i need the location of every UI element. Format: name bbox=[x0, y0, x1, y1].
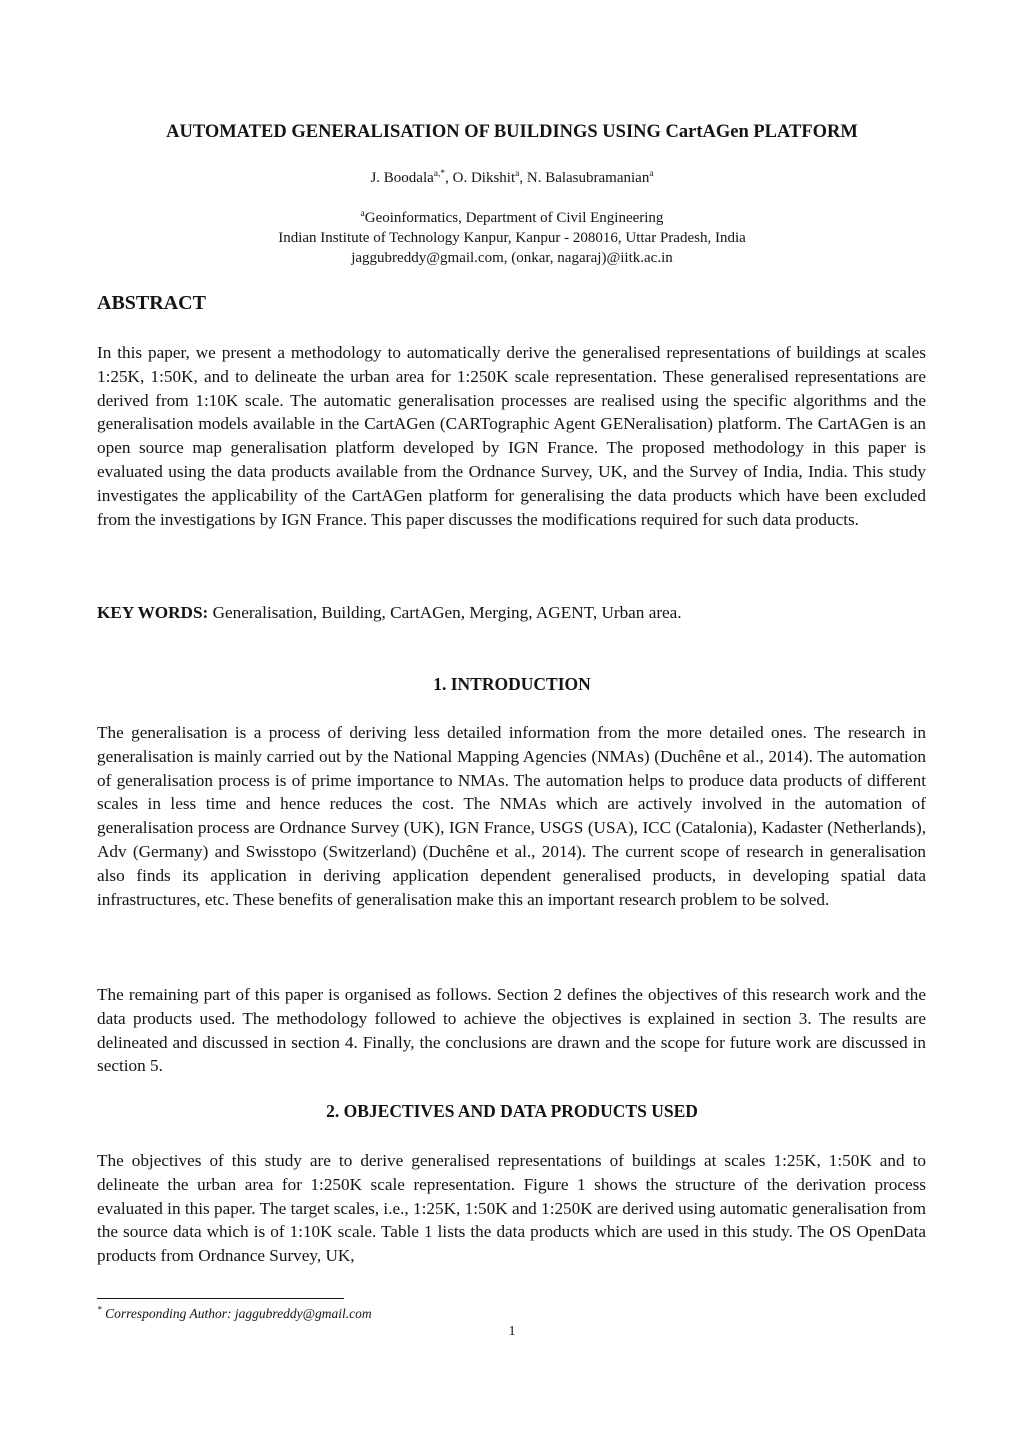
paper-title: AUTOMATED GENERALISATION OF BUILDINGS USING CartAGen PLATFORM bbox=[166, 122, 858, 142]
author-affiliation-mark: a,* bbox=[433, 169, 446, 179]
abstract-text: In this paper, we present a methodology to automatically derive the generalised representations of buildings at scales 1:25K, 1:50K, and to delineate the urban area for 1:250K scale representation. These generalised representations are derived from 1:10K scale. The automatic generalisation processes are realised using the specific algorithms and the generalisation models available in the CartAGen (CARTographic Agent GENeralisation) platform. The CartAGen is an open source map generalisation platform developed by IGN France. The proposed methodology in this paper is evaluated using the data products available from the Ordnance Survey, UK, and the Survey of India, India. This study investigates the applicability of the CartAGen platform for generalising the data products which have been excluded from the investigations by IGN France. This paper discusses the modifications required for such data products. bbox=[97, 343, 926, 529]
author-name: , N. Balasubramanian bbox=[519, 170, 650, 186]
section-heading-introduction: 1. INTRODUCTION bbox=[433, 674, 591, 694]
paragraph: The generalisation is a process of deriving less detailed information from the more detailed ones. The research in generalisation is mainly carried out by the National Mapping Agencies (NMAs) (Duchêne et al., 2014). The automation of generalisation process is of prime importance to NMAs. The automation helps to produce data products of different scales in less time and hence reduces the cost. The NMAs which are actively involved in the automation of generalisation process are Ordnance Survey (UK), IGN France, USGS (USA), ICC (Catalonia), Kadaster (Netherlands), Adv (Germany) and Swisstopo (Switzerland) (Duchêne et al., 2014). The current scope of research in generalisation also finds its application in deriving application dependent generalised products, in developing spatial data infrastructures, etc. These benefits of generalisation make this an important research problem to be solved. bbox=[97, 723, 926, 909]
footnote bbox=[97, 1306, 372, 1322]
author-affiliation-mark: a bbox=[649, 169, 654, 179]
author-name: , O. Dikshit bbox=[445, 170, 516, 186]
contact-emails: jaggubreddy@gmail.com, (onkar, nagaraj)@iitk.ac.in bbox=[351, 250, 673, 266]
affiliation-line: $^a$Geoinformatics, Department of Civil Engineering bbox=[360, 209, 664, 226]
affiliation-block bbox=[0, 208, 1024, 268]
author-list bbox=[0, 170, 1024, 187]
footnote-mark: * bbox=[97, 1305, 102, 1316]
affiliation-line: Indian Institute of Technology Kanpur, Kanpur - 208016, Uttar Pradesh, India bbox=[278, 230, 746, 246]
footnote-divider bbox=[97, 1298, 344, 1299]
paragraph: The remaining part of this paper is organised as follows. Section 2 defines the objectives of this research work and the data products used. The methodology followed to achieve the objectives is explained in section 3. The results are delineated and discussed in section 4. Finally, the conclusions are drawn and the scope for future work are discussed in section 5. bbox=[97, 985, 926, 1076]
footnote-text: Corresponding Author: jaggubreddy@gmail.com bbox=[101, 1306, 372, 1321]
section-heading-objectives: 2. OBJECTIVES AND DATA PRODUCTS USED bbox=[326, 1101, 698, 1121]
page-number: 1 bbox=[508, 1324, 516, 1339]
keywords-list: Generalisation, Building, CartAGen, Merging, AGENT, Urban area. bbox=[208, 603, 682, 622]
keywords-label: KEY WORDS: bbox=[97, 603, 209, 622]
abstract-heading: ABSTRACT bbox=[97, 292, 206, 314]
affiliation-mark: a bbox=[360, 209, 365, 219]
keywords bbox=[97, 601, 926, 625]
author-name: J. Boodala bbox=[370, 170, 434, 186]
author-affiliation-mark: a bbox=[515, 169, 520, 179]
paragraph: The objectives of this study are to derive generalised representations of buildings at scales 1:25K, 1:50K and to delineate the urban area for 1:250K scale representation. Figure 1 shows the structure of the derivation process evaluated in this paper. The target scales, i.e., 1:25K, 1:50K and 1:250K are derived using automatic generalisation from the source data which is of 1:10K scale. Table 1 lists the data products which are used in this study. The OS OpenData products from Ordnance Survey, UK, bbox=[97, 1151, 926, 1266]
